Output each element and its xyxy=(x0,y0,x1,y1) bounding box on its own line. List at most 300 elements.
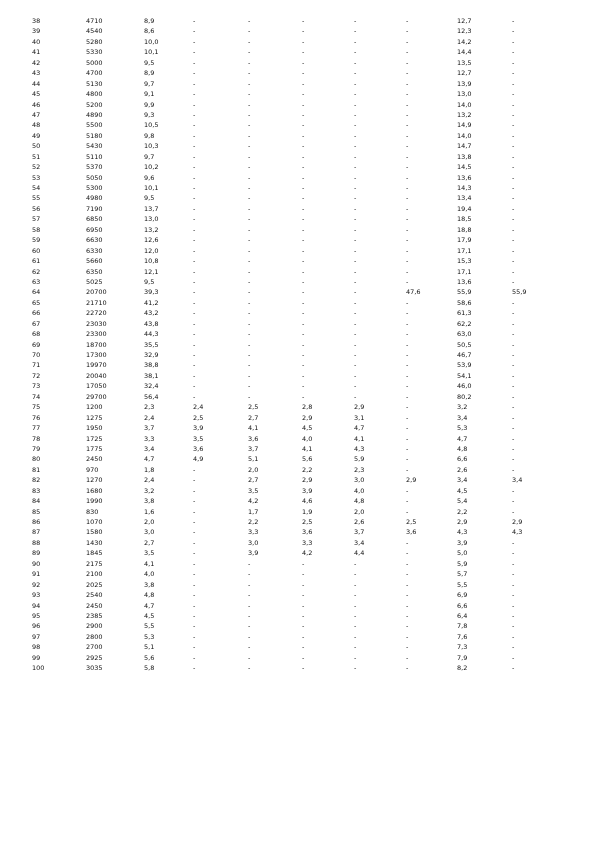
table-cell: 2,9 xyxy=(512,518,523,526)
table-cell: - xyxy=(354,622,357,631)
table-cell: - xyxy=(512,465,515,474)
row-number-cell: 91 xyxy=(32,570,41,579)
table-cell: - xyxy=(354,215,357,224)
table-cell: 9,7 xyxy=(144,152,155,161)
table-cell: 2,9 xyxy=(457,518,468,526)
table-cell: 5330 xyxy=(86,48,103,57)
table-cell: - xyxy=(512,27,515,36)
table-cell: - xyxy=(302,121,305,130)
table-cell: - xyxy=(302,90,305,99)
row-number-cell: 58 xyxy=(32,225,41,234)
table-cell: 6850 xyxy=(86,215,103,224)
table-cell: - xyxy=(302,100,305,109)
table-cell: 10,0 xyxy=(144,37,159,46)
table-cell: - xyxy=(512,591,515,600)
table-cell: - xyxy=(193,204,196,213)
table-cell: 1,6 xyxy=(144,507,155,516)
table-cell: 21710 xyxy=(86,298,107,307)
table-cell: - xyxy=(302,371,305,380)
table-cell: - xyxy=(302,246,305,255)
table-row xyxy=(0,465,595,475)
table-cell: 3,6 xyxy=(302,528,313,537)
table-cell: 5,9 xyxy=(354,455,365,464)
table-cell: 3,0 xyxy=(248,538,259,547)
table-cell: 56,4 xyxy=(144,392,159,401)
table-cell: - xyxy=(406,664,409,673)
table-cell: 6,9 xyxy=(457,591,468,600)
table-cell: 4,0 xyxy=(354,486,365,495)
table-cell: 13,4 xyxy=(457,194,472,203)
table-cell: - xyxy=(302,643,305,652)
table-cell: - xyxy=(302,215,305,224)
table-cell: - xyxy=(512,58,515,67)
table-cell: 5,5 xyxy=(144,622,155,631)
table-row xyxy=(0,621,595,631)
table-cell: - xyxy=(248,48,251,57)
table-cell: 2,5 xyxy=(406,518,417,526)
table-row xyxy=(0,256,595,266)
table-cell: 4,5 xyxy=(144,611,155,620)
table-cell: - xyxy=(406,549,409,558)
table-cell: 7,6 xyxy=(457,632,468,641)
table-cell: - xyxy=(512,622,515,631)
table-cell: 3,2 xyxy=(144,486,155,495)
table-cell: 3,2 xyxy=(457,403,468,412)
table-cell: 3,0 xyxy=(354,476,365,485)
table-row xyxy=(0,277,595,287)
table-cell: - xyxy=(354,601,357,610)
table-cell: - xyxy=(193,643,196,652)
table-cell: 8,9 xyxy=(144,17,155,25)
table-cell: 13,5 xyxy=(457,58,472,67)
table-cell: 10,2 xyxy=(144,163,159,172)
table-cell: 14,4 xyxy=(457,48,472,57)
table-cell: - xyxy=(193,79,196,88)
table-cell: 5,3 xyxy=(457,424,468,433)
table-cell: 970 xyxy=(86,465,99,474)
table-cell: 18,8 xyxy=(457,225,472,234)
table-cell: - xyxy=(302,267,305,276)
table-cell: - xyxy=(193,518,196,526)
table-cell: - xyxy=(406,184,409,192)
table-cell: 5180 xyxy=(86,131,103,140)
table-cell: - xyxy=(354,392,357,401)
table-cell: - xyxy=(512,194,515,203)
table-cell: 4,2 xyxy=(302,549,313,558)
table-cell: - xyxy=(193,246,196,255)
table-cell: - xyxy=(248,371,251,380)
table-cell: - xyxy=(354,330,357,339)
table-row xyxy=(0,559,595,569)
row-number-cell: 82 xyxy=(32,476,41,485)
row-number-cell: 47 xyxy=(32,110,41,119)
table-cell: - xyxy=(406,455,409,464)
table-row xyxy=(0,329,595,339)
table-cell: - xyxy=(193,507,196,516)
data-table xyxy=(0,16,595,674)
table-cell: 2800 xyxy=(86,632,103,641)
table-cell: 1680 xyxy=(86,486,103,495)
table-cell: - xyxy=(193,277,196,286)
table-row xyxy=(0,246,595,256)
table-cell: 5500 xyxy=(86,121,103,130)
table-cell: 3,1 xyxy=(354,413,365,422)
table-cell: 2450 xyxy=(86,455,103,464)
table-cell: - xyxy=(512,340,515,349)
table-cell: - xyxy=(512,79,515,88)
table-cell: - xyxy=(406,225,409,234)
row-number-cell: 100 xyxy=(32,664,45,673)
table-cell: 9,7 xyxy=(144,79,155,88)
row-number-cell: 41 xyxy=(32,48,41,57)
table-cell: - xyxy=(248,100,251,109)
table-cell: - xyxy=(248,184,251,192)
table-cell: 4,3 xyxy=(354,444,365,453)
table-cell: 13,9 xyxy=(457,79,472,88)
table-row xyxy=(0,267,595,277)
row-number-cell: 94 xyxy=(32,601,41,610)
table-cell: - xyxy=(248,246,251,255)
row-number-cell: 85 xyxy=(32,507,41,516)
table-cell: 10,1 xyxy=(144,48,159,57)
table-cell: - xyxy=(354,37,357,46)
row-number-cell: 93 xyxy=(32,591,41,600)
table-cell: 29700 xyxy=(86,392,107,401)
table-cell: - xyxy=(406,580,409,589)
table-cell: - xyxy=(193,298,196,307)
table-cell: 44,3 xyxy=(144,330,159,339)
row-number-cell: 62 xyxy=(32,267,41,276)
row-number-cell: 64 xyxy=(32,288,41,297)
table-cell: 46,0 xyxy=(457,382,472,391)
table-row xyxy=(0,319,595,329)
table-cell: 2,4 xyxy=(144,413,155,422)
table-cell: 3,7 xyxy=(248,444,259,453)
row-number-cell: 55 xyxy=(32,194,41,203)
table-cell: - xyxy=(248,309,251,318)
table-cell: 2925 xyxy=(86,653,103,662)
table-cell: - xyxy=(354,382,357,391)
table-cell: - xyxy=(406,58,409,67)
table-cell: - xyxy=(512,444,515,453)
table-row xyxy=(0,601,595,611)
table-cell: - xyxy=(512,142,515,151)
table-cell: - xyxy=(193,48,196,57)
table-cell: - xyxy=(302,611,305,620)
table-cell: - xyxy=(354,340,357,349)
table-cell: - xyxy=(354,58,357,67)
table-cell: 5,1 xyxy=(248,455,259,464)
table-row xyxy=(0,340,595,350)
table-cell: 5,6 xyxy=(144,653,155,662)
table-cell: - xyxy=(512,17,515,25)
table-cell: - xyxy=(193,392,196,401)
table-cell: 3,9 xyxy=(248,549,259,558)
table-cell: - xyxy=(512,277,515,286)
table-cell: - xyxy=(512,434,515,443)
table-cell: - xyxy=(406,591,409,600)
table-cell: - xyxy=(193,611,196,620)
table-cell: 4,7 xyxy=(457,434,468,443)
table-cell: - xyxy=(193,361,196,370)
table-cell: - xyxy=(193,58,196,67)
table-cell: 4,5 xyxy=(457,486,468,495)
table-cell: 35,5 xyxy=(144,340,159,349)
table-cell: 5,9 xyxy=(457,559,468,568)
table-cell: - xyxy=(193,486,196,495)
table-cell: 4,2 xyxy=(248,497,259,506)
table-cell: - xyxy=(193,591,196,600)
table-cell: - xyxy=(302,361,305,370)
row-number-cell: 86 xyxy=(32,518,41,526)
table-cell: - xyxy=(193,538,196,547)
table-cell: - xyxy=(193,69,196,78)
table-cell: 54,1 xyxy=(457,371,472,380)
table-cell: - xyxy=(302,340,305,349)
table-row xyxy=(0,298,595,308)
table-cell: - xyxy=(193,100,196,109)
table-cell: 3035 xyxy=(86,664,103,673)
table-cell: - xyxy=(354,152,357,161)
table-cell: 1845 xyxy=(86,549,103,558)
table-row xyxy=(0,642,595,652)
table-cell: 13,0 xyxy=(457,90,472,99)
table-cell: 830 xyxy=(86,507,99,516)
table-cell: 3,5 xyxy=(248,486,259,495)
table-cell: - xyxy=(193,142,196,151)
table-cell: 4,0 xyxy=(144,570,155,579)
table-cell: 2540 xyxy=(86,591,103,600)
table-cell: 23300 xyxy=(86,330,107,339)
table-cell: 4,8 xyxy=(144,591,155,600)
table-cell: 2,6 xyxy=(354,518,365,526)
table-cell: 61,3 xyxy=(457,309,472,318)
table-cell: - xyxy=(193,632,196,641)
table-cell: - xyxy=(406,632,409,641)
table-cell: 3,4 xyxy=(144,444,155,453)
table-cell: 2,0 xyxy=(144,518,155,526)
table-cell: 3,3 xyxy=(302,538,313,547)
table-cell: - xyxy=(248,330,251,339)
table-cell: - xyxy=(248,632,251,641)
table-row xyxy=(0,235,595,245)
table-cell: - xyxy=(406,309,409,318)
table-cell: - xyxy=(248,152,251,161)
row-number-cell: 42 xyxy=(32,58,41,67)
table-cell: - xyxy=(248,340,251,349)
table-cell: 10,1 xyxy=(144,184,159,192)
table-cell: - xyxy=(248,142,251,151)
table-cell: 1070 xyxy=(86,518,103,526)
table-cell: - xyxy=(193,184,196,192)
table-cell: - xyxy=(193,37,196,46)
table-cell: 4,1 xyxy=(144,559,155,568)
table-cell: - xyxy=(406,434,409,443)
table-cell: - xyxy=(302,48,305,57)
table-cell: 14,3 xyxy=(457,184,472,192)
table-cell: - xyxy=(406,330,409,339)
table-cell: 4,4 xyxy=(354,549,365,558)
table-cell: - xyxy=(248,351,251,359)
table-cell: 8,9 xyxy=(144,69,155,78)
table-cell: - xyxy=(354,79,357,88)
table-cell: - xyxy=(248,601,251,610)
table-cell: 5050 xyxy=(86,173,103,182)
table-cell: - xyxy=(248,392,251,401)
table-cell: - xyxy=(512,497,515,506)
table-cell: - xyxy=(512,664,515,673)
row-number-cell: 48 xyxy=(32,121,41,130)
table-cell: - xyxy=(512,549,515,558)
table-cell: 10,3 xyxy=(144,142,159,151)
table-row xyxy=(0,611,595,621)
table-cell: - xyxy=(406,340,409,349)
table-cell: - xyxy=(406,444,409,453)
table-cell: 2,2 xyxy=(457,507,468,516)
table-cell: 5200 xyxy=(86,100,103,109)
table-cell: - xyxy=(248,570,251,579)
table-cell: - xyxy=(193,173,196,182)
table-cell: 43,2 xyxy=(144,309,159,318)
table-cell: - xyxy=(248,591,251,600)
table-cell: 1,8 xyxy=(144,465,155,474)
table-cell: - xyxy=(512,330,515,339)
table-cell: 6950 xyxy=(86,225,103,234)
table-cell: 4540 xyxy=(86,27,103,36)
table-cell: - xyxy=(193,194,196,203)
table-cell: 3,6 xyxy=(248,434,259,443)
table-cell: - xyxy=(406,173,409,182)
table-cell: - xyxy=(512,392,515,401)
table-cell: 22720 xyxy=(86,309,107,318)
table-cell: - xyxy=(512,246,515,255)
row-number-cell: 69 xyxy=(32,340,41,349)
table-cell: - xyxy=(512,90,515,99)
table-cell: 5130 xyxy=(86,79,103,88)
table-cell: - xyxy=(193,225,196,234)
table-cell: - xyxy=(354,257,357,266)
table-cell: - xyxy=(406,37,409,46)
table-cell: 4,1 xyxy=(302,444,313,453)
table-cell: 5,4 xyxy=(457,497,468,506)
table-cell: 7,8 xyxy=(457,622,468,631)
table-cell: 2,5 xyxy=(248,403,259,412)
table-cell: 4,7 xyxy=(354,424,365,433)
table-cell: - xyxy=(512,424,515,433)
table-cell: - xyxy=(302,319,305,328)
table-cell: 5,6 xyxy=(302,455,313,464)
table-cell: 1990 xyxy=(86,497,103,506)
table-cell: 3,9 xyxy=(193,424,204,433)
table-cell: 3,5 xyxy=(193,434,204,443)
table-cell: 2,9 xyxy=(354,403,365,412)
table-cell: - xyxy=(354,100,357,109)
table-cell: 3,7 xyxy=(354,528,365,537)
table-cell: - xyxy=(193,236,196,245)
table-cell: 12,7 xyxy=(457,69,472,78)
row-number-cell: 44 xyxy=(32,79,41,88)
table-cell: - xyxy=(248,173,251,182)
table-cell: 1430 xyxy=(86,538,103,547)
table-cell: - xyxy=(354,246,357,255)
table-cell: - xyxy=(248,288,251,297)
table-cell: - xyxy=(354,236,357,245)
table-cell: 2,7 xyxy=(248,413,259,422)
table-cell: 2,2 xyxy=(248,518,259,526)
table-cell: - xyxy=(302,17,305,25)
table-row xyxy=(0,79,595,89)
row-number-cell: 39 xyxy=(32,27,41,36)
table-cell: - xyxy=(248,225,251,234)
table-cell: - xyxy=(193,27,196,36)
row-number-cell: 74 xyxy=(32,392,41,401)
table-cell: - xyxy=(354,163,357,172)
table-row xyxy=(0,47,595,57)
table-cell: 2,7 xyxy=(144,538,155,547)
table-cell: - xyxy=(248,580,251,589)
table-cell: - xyxy=(248,69,251,78)
table-cell: 55,9 xyxy=(457,288,472,297)
table-cell: - xyxy=(406,559,409,568)
table-cell: 13,8 xyxy=(457,152,472,161)
table-cell: 18,5 xyxy=(457,215,472,224)
table-cell: 18700 xyxy=(86,340,107,349)
table-cell: - xyxy=(248,121,251,130)
table-cell: 3,7 xyxy=(144,424,155,433)
table-cell: 4700 xyxy=(86,69,103,78)
table-cell: - xyxy=(302,173,305,182)
table-cell: - xyxy=(406,100,409,109)
table-cell: 53,9 xyxy=(457,361,472,370)
table-cell: - xyxy=(512,351,515,359)
table-cell: 13,6 xyxy=(457,277,472,286)
table-cell: 4,8 xyxy=(457,444,468,453)
table-cell: - xyxy=(193,152,196,161)
table-cell: 5,0 xyxy=(457,549,468,558)
table-cell: - xyxy=(512,37,515,46)
table-cell: - xyxy=(512,319,515,328)
row-number-cell: 40 xyxy=(32,37,41,46)
table-cell: - xyxy=(248,319,251,328)
table-cell: - xyxy=(354,194,357,203)
row-number-cell: 60 xyxy=(32,246,41,255)
table-cell: 4,7 xyxy=(144,455,155,464)
table-cell: - xyxy=(248,653,251,662)
table-cell: 4,1 xyxy=(354,434,365,443)
table-cell: - xyxy=(302,79,305,88)
table-cell: - xyxy=(302,27,305,36)
table-cell: - xyxy=(512,580,515,589)
table-cell: - xyxy=(354,309,357,318)
table-cell: - xyxy=(406,69,409,78)
table-cell: 3,0 xyxy=(144,528,155,537)
table-cell: 3,4 xyxy=(354,538,365,547)
table-cell: 5430 xyxy=(86,142,103,151)
table-cell: - xyxy=(193,580,196,589)
table-cell: - xyxy=(248,79,251,88)
table-cell: - xyxy=(512,225,515,234)
table-cell: - xyxy=(302,257,305,266)
table-row xyxy=(0,26,595,36)
table-cell: - xyxy=(193,90,196,99)
table-cell: 2,4 xyxy=(144,476,155,485)
table-cell: - xyxy=(354,225,357,234)
table-cell: - xyxy=(512,371,515,380)
table-cell: 5300 xyxy=(86,184,103,192)
table-cell: - xyxy=(193,17,196,25)
table-cell: - xyxy=(406,152,409,161)
table-cell: 17,1 xyxy=(457,246,472,255)
